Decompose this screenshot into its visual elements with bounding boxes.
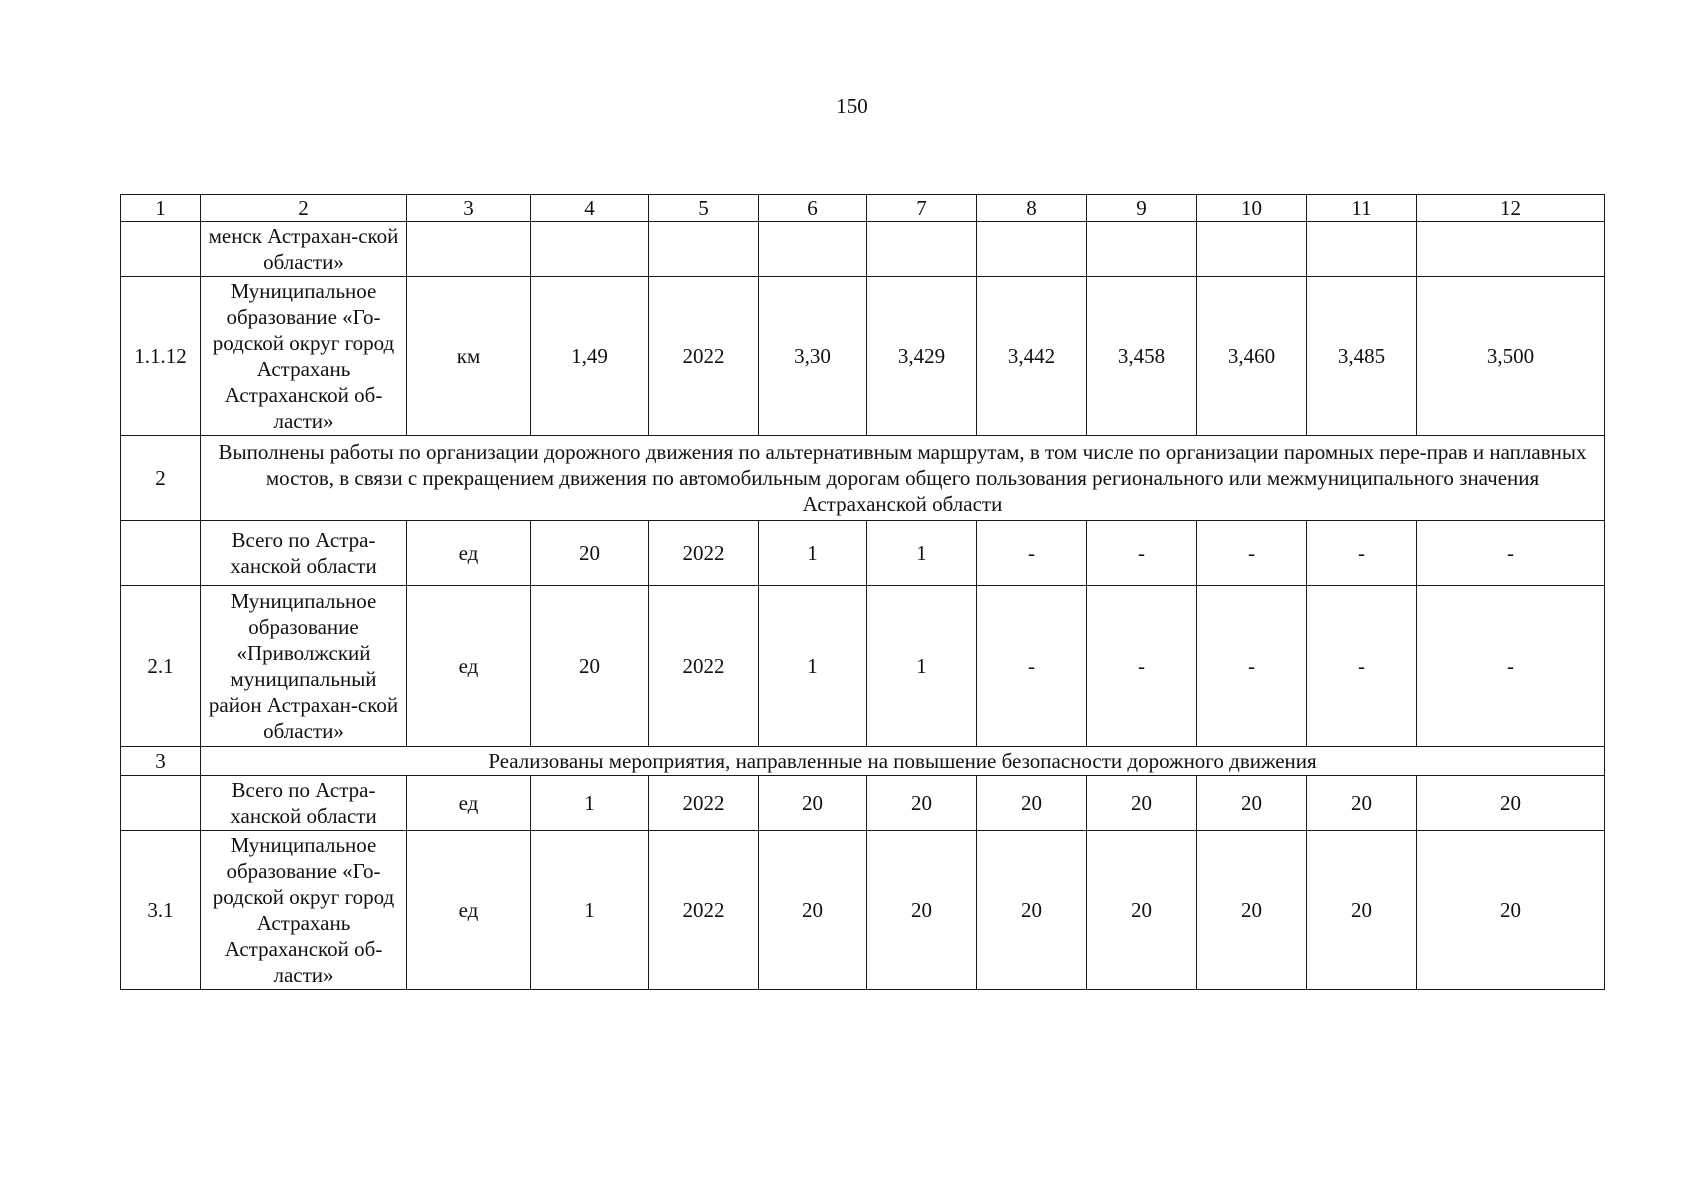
table-cell: 20	[1417, 776, 1605, 831]
table-cell: 1	[759, 521, 867, 586]
table-cell: -	[1087, 521, 1197, 586]
table-cell	[759, 222, 867, 277]
table-cell: -	[1197, 521, 1307, 586]
header-cell: 7	[867, 195, 977, 222]
row-number: 3.1	[121, 831, 201, 990]
table-cell: 2022	[649, 521, 759, 586]
section-row	[121, 436, 1605, 521]
row-name: Всего по Астра-ханской области	[201, 521, 407, 586]
header-cell: 11	[1307, 195, 1417, 222]
page-number: 150	[836, 94, 868, 118]
table-cell: 1	[867, 586, 977, 747]
unit-cell: ед	[407, 586, 531, 747]
table-cell	[531, 222, 649, 277]
table-cell: 2022	[649, 831, 759, 990]
table-cell: -	[1087, 586, 1197, 747]
table-cell: -	[1417, 521, 1605, 586]
table-cell: 20	[759, 831, 867, 990]
section-title: Реализованы мероприятия, направленные на повышение безопасности дорожного движения	[201, 747, 1605, 776]
table-cell: -	[977, 521, 1087, 586]
header-cell: 1	[121, 195, 201, 222]
row-number	[121, 776, 201, 831]
header-cell: 2	[201, 195, 407, 222]
table-row	[121, 831, 1605, 990]
table-cell: 3,30	[759, 277, 867, 436]
table-cell: 20	[867, 776, 977, 831]
table-cell: 20	[531, 586, 649, 747]
table-cell: 3,500	[1417, 277, 1605, 436]
unit-cell: ед	[407, 521, 531, 586]
row-number: 2.1	[121, 586, 201, 747]
table-cell: 20	[1197, 776, 1307, 831]
section-title: Выполнены работы по организации дорожного движения по альтернативным маршрутам, в том числе по организации паромных пере-прав и наплавных мостов, в связи с прекращением движения по автомобильным дорогам общего пользования регионального или межмуниципального значения Астраханской области	[201, 436, 1605, 521]
table-cell: 1,49	[531, 277, 649, 436]
table-cell: -	[1307, 586, 1417, 747]
table-cell: 20	[1087, 831, 1197, 990]
table-cell: 20	[1417, 831, 1605, 990]
header-cell: 12	[1417, 195, 1605, 222]
table-cell	[649, 222, 759, 277]
row-name: Муниципальное образование «Приволжский муниципальный район Астрахан-ской области»	[201, 586, 407, 747]
table-cell: 20	[867, 831, 977, 990]
table-cell	[1307, 222, 1417, 277]
table-cell: 3,442	[977, 277, 1087, 436]
table-cell: 2022	[649, 277, 759, 436]
table-cell: 3,429	[867, 277, 977, 436]
table-cell: -	[1307, 521, 1417, 586]
indicators-table	[120, 194, 1605, 990]
table-cell	[977, 222, 1087, 277]
row-number	[121, 521, 201, 586]
header-cell: 6	[759, 195, 867, 222]
table-cell: 1	[531, 831, 649, 990]
row-name: Муниципальное образование «Го-родской округ город Астрахань Астраханской об-ласти»	[201, 277, 407, 436]
table-cell	[407, 222, 531, 277]
table-row	[121, 277, 1605, 436]
header-cell: 3	[407, 195, 531, 222]
table-cell	[1087, 222, 1197, 277]
table-cell: 20	[1307, 831, 1417, 990]
header-cell: 5	[649, 195, 759, 222]
table-cell: 2022	[649, 586, 759, 747]
row-name: Муниципальное образование «Го-родской округ город Астрахань Астраханской об-ласти»	[201, 831, 407, 990]
table-cell: -	[1197, 586, 1307, 747]
header-row	[121, 195, 1605, 222]
total-row	[121, 776, 1605, 831]
header-cell: 8	[977, 195, 1087, 222]
row-number	[121, 222, 201, 277]
table-cell	[1197, 222, 1307, 277]
table-cell: 20	[977, 776, 1087, 831]
table-cell: 20	[531, 521, 649, 586]
table-cell: -	[977, 586, 1087, 747]
table-cell: 20	[1197, 831, 1307, 990]
table-cell: 20	[759, 776, 867, 831]
row-name: Всего по Астра-ханской области	[201, 776, 407, 831]
section-row	[121, 747, 1605, 776]
table-cell: 1	[759, 586, 867, 747]
table-cell: 3,458	[1087, 277, 1197, 436]
table-cell: 3,485	[1307, 277, 1417, 436]
section-number: 2	[121, 436, 201, 521]
row-number: 1.1.12	[121, 277, 201, 436]
table-cell: 20	[1307, 776, 1417, 831]
table-row	[121, 222, 1605, 277]
total-row	[121, 521, 1605, 586]
table-cell: 3,460	[1197, 277, 1307, 436]
table-cell: 20	[977, 831, 1087, 990]
table-cell: 2022	[649, 776, 759, 831]
unit-cell: ед	[407, 831, 531, 990]
unit-cell: ед	[407, 776, 531, 831]
table-cell	[1417, 222, 1605, 277]
table-cell: 20	[1087, 776, 1197, 831]
table-row	[121, 586, 1605, 747]
header-cell: 9	[1087, 195, 1197, 222]
section-number: 3	[121, 747, 201, 776]
row-name: менск Астрахан-ской области»	[201, 222, 407, 277]
table-cell: -	[1417, 586, 1605, 747]
table-cell	[867, 222, 977, 277]
header-cell: 4	[531, 195, 649, 222]
table-cell: 1	[867, 521, 977, 586]
header-cell: 10	[1197, 195, 1307, 222]
table-cell: 1	[531, 776, 649, 831]
unit-cell: км	[407, 277, 531, 436]
